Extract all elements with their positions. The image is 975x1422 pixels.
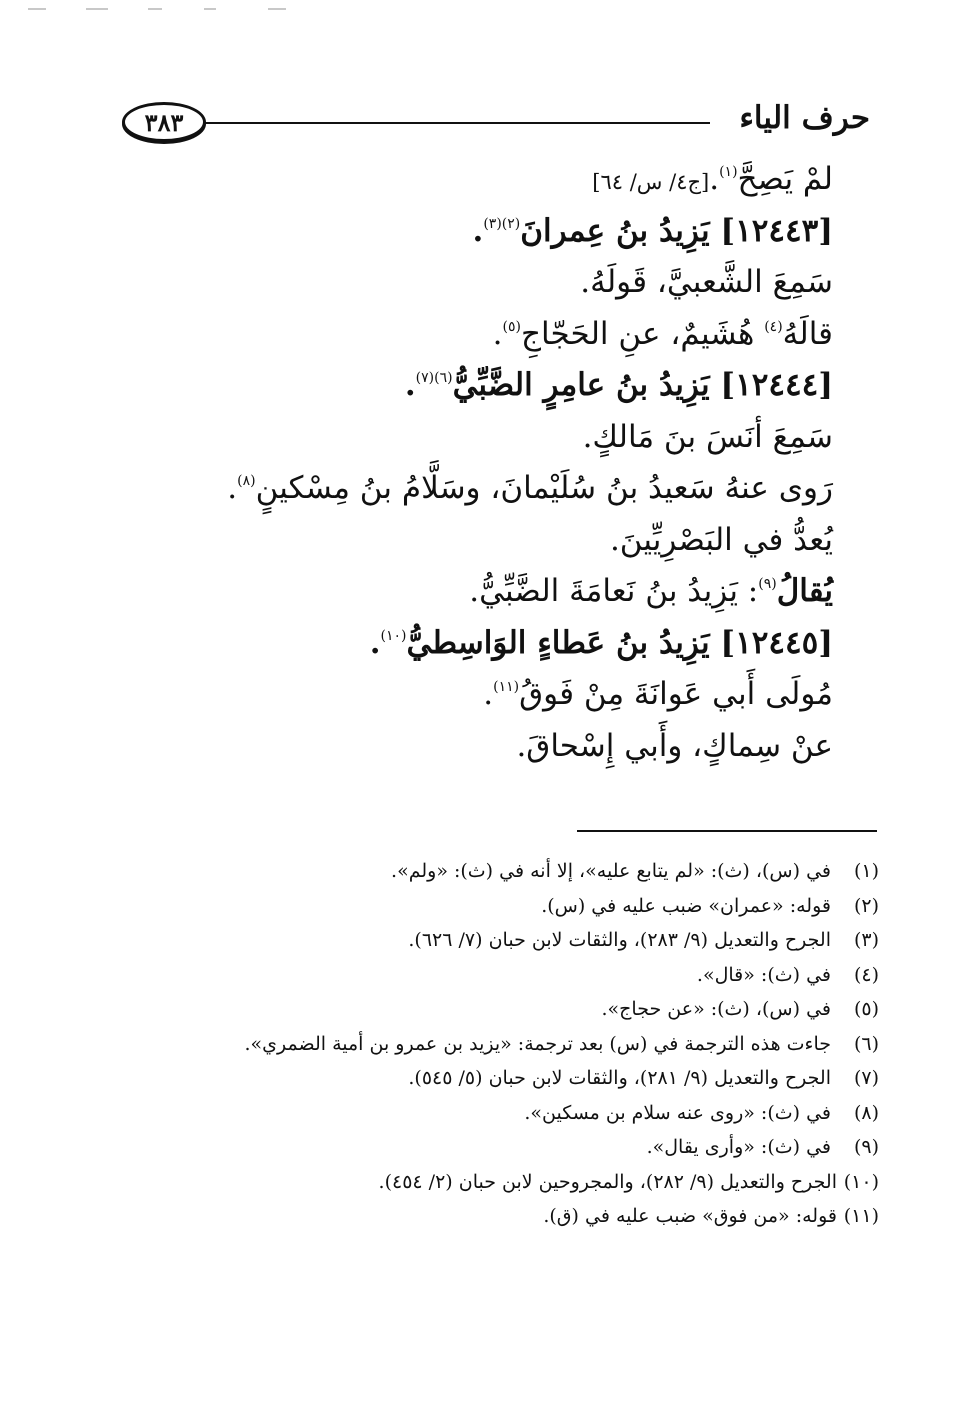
footnote: (٣)الجرح والتعديل (٩/ ٢٨٣)، والثقات لابن حبان (٧/ ٦٢٦). [408, 929, 879, 951]
footnote-marker: (٢)(٣) [483, 215, 521, 232]
text-line: رَوى عنهُ سَعيدُ بنُ سُلَيْمانَ، وسَلَّامُ بنُ مِسْكينٍ$^{(٨)}$. [227, 470, 833, 506]
text-line: يُعدُّ في البَصْرِيِّينَ. [609, 521, 833, 558]
text-line: عنْ سِماكٍ، وأَبي إِسْحاقَ. [516, 727, 833, 764]
footnote: (٧)الجرح والتعديل (٩/ ٢٨١)، والثقات لابن حبان (٥/ ٥٤٥). [408, 1067, 879, 1089]
footnote-marker: (٥) [502, 318, 521, 335]
text-line: سَمِعَ أنَسَ بنَ مَالكٍ. [582, 418, 833, 455]
footnote-marker: (١١) [493, 679, 520, 695]
footnote-separator [577, 830, 877, 832]
footnote: (٤)في (ث): «قال». [696, 963, 879, 986]
footnote-marker: (١) [719, 164, 738, 180]
footnote: (١١)قوله: «من فوق» ضبب عليه في (ق). [543, 1205, 879, 1227]
header-title: حرف الياء [739, 100, 870, 136]
text-line: سَمِعَ الشَّعبيَّ، قَولَهُ. [580, 264, 833, 300]
text-line: لمْ يَصِحَّ$^{(١)}$.[ج٤/ س/ ٦٤] [592, 161, 833, 197]
footnote: (٩)في (ث): «وأرى يقال». [646, 1136, 879, 1158]
text-line: مُولَى أَبي عَوانَةَ مِنْ فَوقُ$^{(١١)}$. [483, 676, 833, 712]
entry-heading: [١٢٤٤٣] يَزِيدُ بنُ عِمرانَ$^{(٢)(٣)}$. [472, 212, 833, 249]
running-header [122, 98, 870, 146]
entry-heading: [١٢٤٤٤] يَزِيدُ بنُ عامِرٍ الضَّبِّيُّ$^{(٦)(٧)}$. [404, 367, 833, 403]
entry-heading: [١٢٤٤٥] يَزِيدُ بنُ عَطاءٍ الوَاسِطيُّ$^{(١٠)}$. [369, 624, 833, 661]
footnote: (١٠)الجرح والتعديل (٩/ ٢٨٢)، والمجروحين لابن حبان (٢/ ٤٥٤). [378, 1170, 879, 1193]
main-text [113, 154, 833, 772]
footnote-marker: (١٠) [380, 627, 407, 644]
scan-artifact-dashes [28, 8, 335, 10]
header-rule [204, 122, 710, 124]
footnote: (٨)في (ث): «روى عنه سلام بن مسكين». [524, 1101, 879, 1124]
footnote-marker: (٦)(٧) [415, 370, 453, 386]
footnote: (١)في (س)، (ث): «لم يتابع عليه»، إلا أنه في (ث): «ولم». [391, 860, 879, 882]
footnotes [109, 854, 879, 1234]
footnote: (٦)جاءت هذه الترجمة في (س) بعد ترجمة: «يزيد بن عمرو بن أمية الضمري». [244, 1032, 879, 1055]
footnote-marker: (٤) [764, 318, 783, 335]
page-number: ٣٨٣ [122, 102, 206, 142]
manuscript-reference: [ج٤/ س/ ٦٤] [592, 170, 710, 194]
text-line: يُقالُ$^{(٩)}$: يَزِيدُ بنُ نَعامَةَ الضَّبِّيُّ. [469, 573, 833, 609]
text-line: قالَهُ$^{(٤)}$ هُشَيمٌ، عنِ الحَجّاجِ$^{(٥)}$. [492, 315, 833, 352]
footnote: (٢)قوله: «عمران» ضبب عليه في (س). [541, 894, 879, 917]
footnote: (٥)في (س)، (ث): «عن حجاج». [601, 998, 879, 1020]
footnote-marker: (٨) [237, 473, 256, 489]
footnote-marker: (٩) [758, 576, 777, 592]
